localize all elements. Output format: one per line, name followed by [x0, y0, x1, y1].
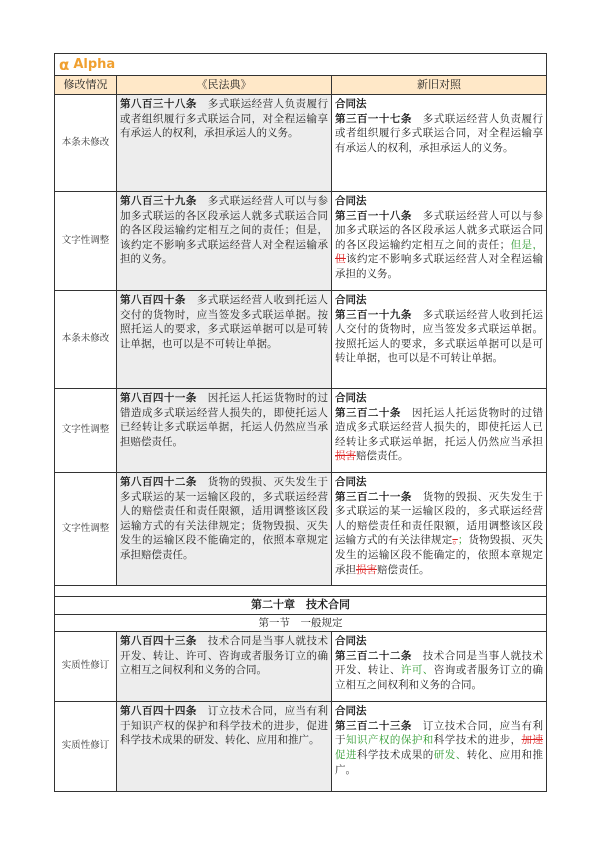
row-status: 文字性调整: [55, 389, 117, 473]
article-text: 科学技术成果的: [356, 748, 434, 761]
article-text: 赔偿责任。: [356, 450, 409, 463]
table-header-row: [55, 76, 547, 95]
table-row: [55, 473, 547, 586]
article-text: 技术合同是当事人就技术开发、转让、许可、咨询或者服务订立的确立相互之间权利和义务的合同。: [120, 635, 329, 677]
old-law-cell: [332, 291, 547, 389]
row-status: 本条未修改: [55, 95, 117, 192]
brand-header: [54, 53, 547, 75]
article-text: 多式联运经营人负责履行或者组织履行多式联运合同，对全程运输享有承运人的权利，承担承运人的义务。: [335, 112, 544, 154]
article-number: 第八百四十条: [120, 294, 186, 306]
spacer-row: [55, 586, 547, 597]
law-source: 合同法: [335, 195, 367, 207]
civil-code-cell: [117, 192, 332, 291]
section-title: 第一节 一般规定: [55, 614, 547, 632]
inserted-text: ；: [457, 534, 469, 547]
inserted-text: 研发、: [433, 748, 467, 761]
table-row: [55, 702, 547, 792]
table-row: [55, 95, 547, 192]
deleted-text: 。: [452, 534, 458, 547]
civil-code-cell: [117, 95, 332, 192]
article-number: 第三百二十条: [335, 406, 401, 419]
article-number: 第三百一十九条: [335, 308, 412, 321]
article-text: 赔偿责任。: [377, 563, 430, 576]
article-text: 多式联运经营人可以与参加多式联运的各区段承运人就多式联运合同的各区段运输约定相互之间的责任；: [335, 209, 544, 251]
article-number: 第八百四十二条: [120, 476, 197, 488]
row-status: 实质性修订: [55, 632, 117, 702]
old-law-cell: [332, 192, 547, 291]
law-source: 合同法: [335, 705, 367, 718]
article-number: 第三百二十二条: [335, 649, 412, 662]
law-source: 合同法: [335, 392, 367, 404]
civil-code-cell: [117, 389, 332, 473]
article-number: 第三百二十三条: [335, 719, 412, 732]
inserted-text: 促进: [335, 748, 357, 761]
article-text: 该约定不影响多式联运经营人对全程运输承担的义务。: [335, 253, 544, 280]
article-text: 转化、应用和推广。: [335, 748, 544, 776]
article-text: 科学技术的进步，: [433, 734, 522, 747]
row-status: 文字性调整: [55, 473, 117, 586]
article-text: 因托运人托运货物时的过错造成多式联运经营人损失的，即使托运人已经转让多式联运单据，托运人仍然应当承担赔偿责任。: [120, 392, 329, 448]
article-text: 订立技术合同，应当有利于知识产权的保护和科学技术的进步，促进科学技术成果的研发、转化、应用和推广。: [120, 705, 329, 747]
article-text: 多式联运经营人收到托运人交付的货物时，应当签发多式联运单据。按照托运人的要求，多式联运单据可以是可转让单据，也可以是不可转让单据。: [335, 308, 544, 365]
table-row: [55, 389, 547, 473]
article-number: 第三百一十七条: [335, 112, 412, 125]
row-status: 实质性修订: [55, 702, 117, 792]
law-source: 合同法: [335, 294, 367, 306]
comparison-table: [54, 75, 547, 792]
article-number: 第八百三十八条: [120, 98, 197, 110]
article-text: 多式联运经营人收到托运人交付的货物时，应当签发多式联运单据。按照托运人的要求，多式联运单据可以是可转让单据，也可以是不可转让单据。: [120, 294, 329, 350]
law-source: 合同法: [335, 98, 367, 110]
law-source: 合同法: [335, 635, 367, 648]
article-number: 第八百四十三条: [120, 635, 197, 648]
inserted-text: 许可、: [400, 664, 434, 677]
article-number: 第三百一十八条: [335, 209, 412, 222]
table-row: [55, 632, 547, 702]
row-status: 文字性调整: [55, 192, 117, 291]
chapter-title: 第二十章 技术合同: [55, 597, 547, 615]
old-law-cell: [332, 632, 547, 702]
row-status: 本条未修改: [55, 291, 117, 389]
article-number: 第八百四十四条: [120, 705, 197, 718]
header-status: 修改情况: [55, 76, 117, 95]
table-row: [55, 192, 547, 291]
article-text: 订立技术合同，应当有利于: [335, 719, 544, 747]
article-text: 技术合同是当事人就技术开发、转让、: [335, 649, 544, 677]
article-text: 咨询或者服务订立的确立相互之间权利和义务的合同。: [335, 664, 544, 691]
old-law-cell: [332, 389, 547, 473]
header-civil-code: 《民法典》: [117, 76, 332, 95]
inserted-text: 但是，: [510, 238, 544, 251]
civil-code-cell: [117, 702, 332, 792]
section-row: [55, 614, 547, 632]
old-law-cell: [332, 95, 547, 192]
article-number: 第八百三十九条: [120, 195, 197, 207]
article-number: 第三百二十一条: [335, 490, 412, 503]
article-text: 因托运人托运货物时的过错造成多式联运经营人损失的，即使托运人已经转让多式联运单据，托运人仍然应当承担: [335, 406, 544, 448]
chapter-row: [55, 597, 547, 615]
brand-name: Alpha: [73, 57, 116, 72]
law-source: 合同法: [335, 476, 367, 488]
article-text: 货物的毁损、灭失发生于多式联运的某一运输区段的，多式联运经营人的赔偿责任和责任限额，适用调整该区段运输方式的有关法律规定: [335, 490, 544, 547]
civil-code-cell: [117, 291, 332, 389]
table-row: [55, 291, 547, 389]
article-number: 第八百四十一条: [120, 392, 197, 404]
article-text: 货物毁损、灭失发生的运输区段不能确定的，依照本章规定承担: [335, 534, 544, 576]
civil-code-cell: [117, 632, 332, 702]
deleted-text: 损害: [356, 563, 377, 576]
old-law-cell: [332, 473, 547, 586]
civil-code-cell: [117, 473, 332, 586]
inserted-text: 知识产权的保护和: [345, 734, 434, 747]
old-law-cell: [332, 702, 547, 792]
header-old-new: 新旧对照: [332, 76, 547, 95]
brand-logo: [59, 55, 115, 74]
article-text: 货物的毁损、灭失发生于多式联运的某一运输区段的，多式联运经营人的赔偿责任和责任限额，适用调整该区段运输方式的有关法律规定；货物毁损、灭失发生的运输区段不能确定的，依照本章规定承担赔偿责任。: [120, 476, 329, 561]
deleted-text: 但: [335, 253, 346, 266]
deleted-text: 加速: [521, 734, 544, 747]
article-text: 多式联运经营人负责履行或者组织履行多式联运合同，对全程运输享有承运人的权利，承担承运人的义务。: [120, 98, 329, 140]
deleted-text: 损害: [335, 450, 356, 463]
alpha-logo-icon: α: [59, 55, 70, 74]
article-text: 多式联运经营人可以与参加多式联运的各区段承运人就多式联运合同的各区段运输约定相互之间的责任；但是，该约定不影响多式联运经营人对全程运输承担的义务。: [120, 195, 329, 266]
